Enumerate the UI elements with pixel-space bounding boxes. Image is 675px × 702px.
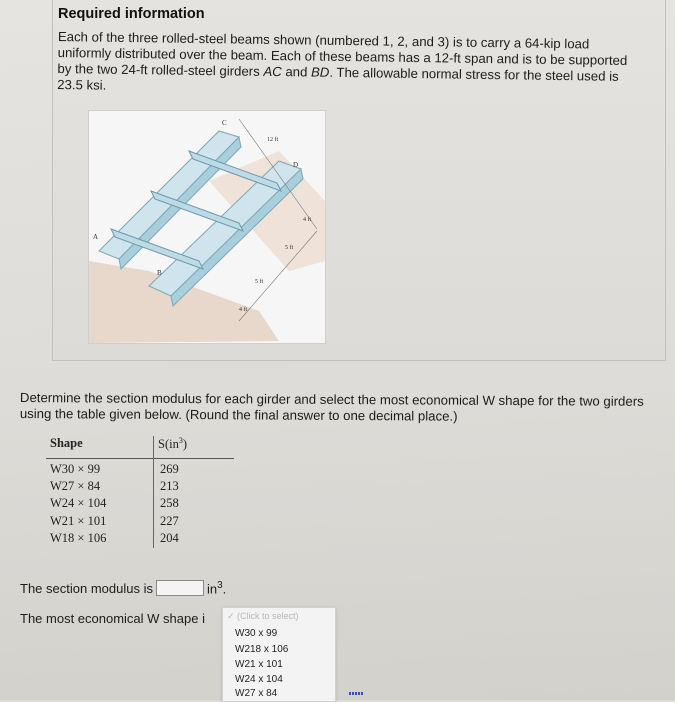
label-dim-4: 4 ft [239,307,248,313]
label-dim-1: 4 ft [303,217,312,223]
wshape-question-line: The most economical W shape i [20,611,205,626]
dropdown-option[interactable]: W27 x 84 [235,688,278,699]
unit-base: in [206,581,218,597]
table-header-s-suffix: ) [182,437,188,452]
unit-exponent: 3 [217,580,223,591]
table-row-shape: W30 × 99 [50,462,101,476]
beam-girder-diagram [89,111,325,343]
table-header-s-exp: 3 [178,436,183,445]
label-c: C [222,119,227,127]
table-row-s: 269 [160,462,179,476]
question-text: Determine the section modulus for each girder and select the most economical W shape for the two girders using the table given below. (Round the final answer to one decimal place.) [19,390,644,424]
dropdown-option[interactable]: W218 x 106 [235,644,289,655]
label-dim-2: 5 ft [285,245,294,251]
girder-ac-label: AC [263,63,282,80]
section-modulus-input[interactable] [156,580,204,596]
dropdown-option[interactable]: W24 x 104 [235,674,283,685]
table-column-divider [153,436,154,548]
scroll-indicator [349,692,363,695]
dropdown-placeholder-text: (Click to select) [237,611,299,621]
problem-statement [57,29,638,101]
problem-text-and: and [281,64,312,80]
label-dim-3: 5 ft [255,279,264,285]
required-info-title: Required information [58,6,205,22]
dropdown-option[interactable]: W21 x 101 [235,659,283,670]
table-row-shape: W21 × 101 [50,514,107,528]
table-row-s: 204 [160,531,179,545]
table-header-divider [46,458,234,459]
table-header-shape: Shape [50,436,83,450]
dropdown-placeholder[interactable] [227,611,299,622]
label-b: B [157,269,162,277]
girder-bd-label: BD [310,64,330,80]
table-row-shape: W27 × 84 [50,479,101,493]
label-a: A [93,233,99,241]
beam-figure [88,110,326,344]
table-row-shape: W24 × 104 [50,496,107,510]
table-row-s: 258 [160,496,179,510]
unit-period: . [222,581,227,597]
label-d: D [293,161,299,169]
label-span: 12 ft [267,137,279,143]
section-modulus-prefix: The section modulus is [20,581,153,597]
table-header-s [158,436,187,452]
dropdown-option[interactable]: W30 x 99 [235,628,278,639]
section-modulus-unit [207,580,226,596]
table-row-s: 213 [160,479,179,493]
table-row-shape: W18 × 106 [50,531,107,545]
wshape-dropdown[interactable] [222,607,336,702]
table-header-s-prefix: S(in [158,437,179,452]
check-icon: ✓ [227,611,238,621]
table-row-s: 227 [160,514,179,528]
problem-text-b: . The allowable normal stress for the steel used is 23.5 ksi. [57,64,619,93]
problem-text-a: Each of the three rolled-steel beams shown (numbered 1, 2, and 3) is to carry a 64-kip load uniformly distributed over the beam. Each of these beams has a 12-ft span and is to be supported by the two 24-ft rolled-steel girders [57,29,628,79]
section-modulus-line [20,580,226,596]
